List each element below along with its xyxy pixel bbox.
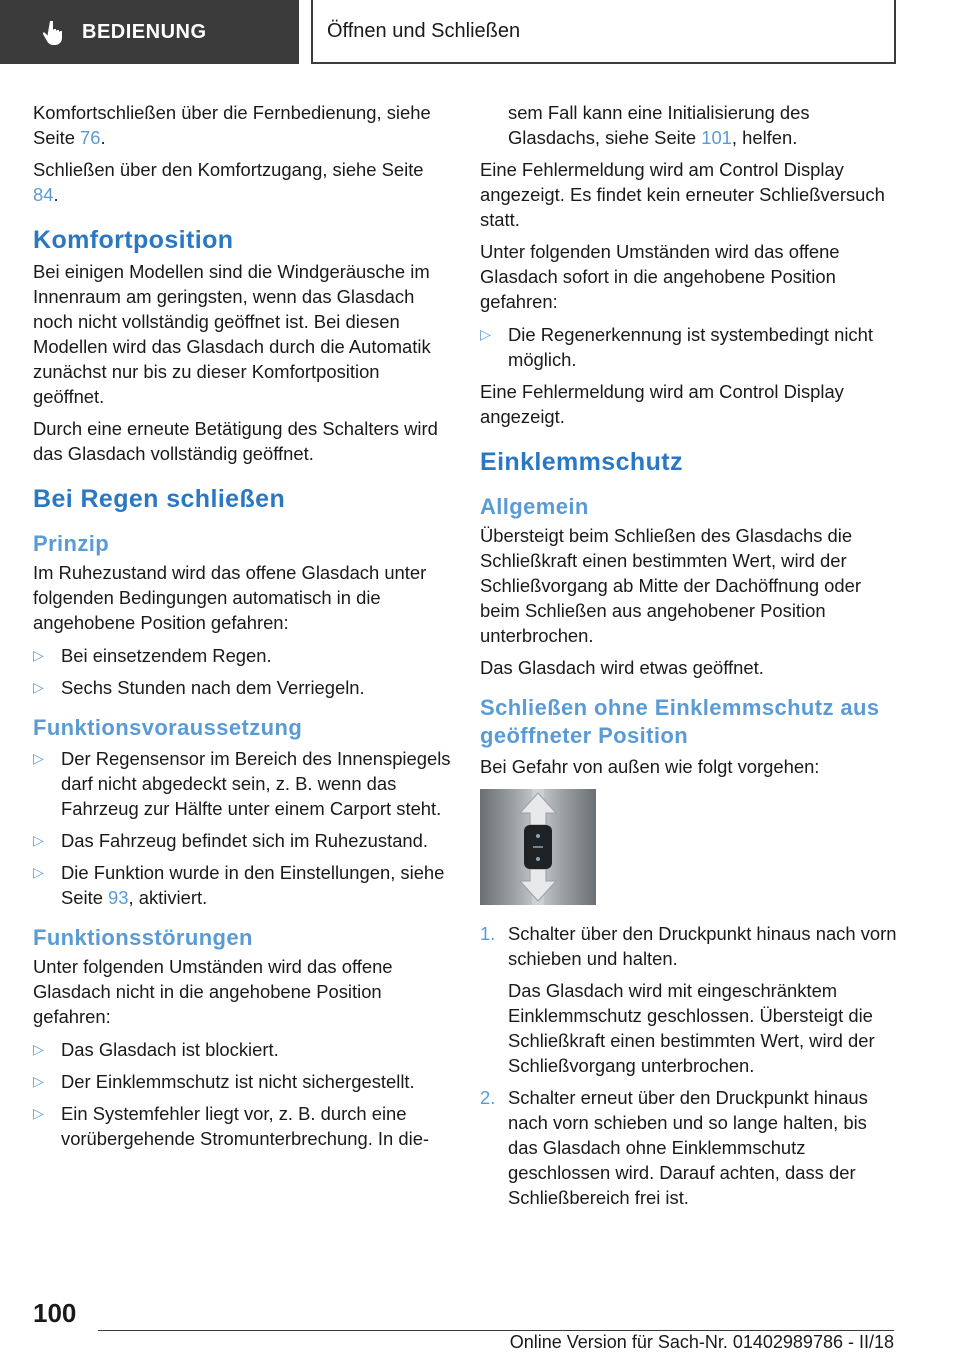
switch-illustration [480, 789, 596, 905]
section-label: BEDIENUNG [82, 20, 207, 43]
bullet-triangle-icon: ▷ [33, 832, 44, 848]
page-link[interactable]: 84 [33, 184, 54, 205]
left-column [33, 100, 451, 1158]
paragraph: Unter folgenden Umständen wird das offene Glasdach sofort in die angehobene Position gefahren: [480, 241, 840, 312]
chapter-title-box [311, 0, 896, 64]
bullet-triangle-icon: ▷ [33, 1105, 44, 1121]
page-link[interactable]: 101 [701, 127, 732, 148]
paragraph: Schließen über den Komfortzugang, siehe Seite 84. [33, 159, 424, 205]
paragraph: Das Glasdach wird etwas geöffnet. [480, 657, 764, 678]
heading-funktionsvoraussetzung: Funktionsvoraussetzung [33, 715, 303, 740]
paragraph: Bei einigen Modellen sind die Windgeräusche im Innenraum am geringsten, wenn das Glasdach noch nicht vollständig geöffnet ist. Bei diesen Modellen wird das Glasdach durch die Automatik zunächst nur bis zu dieser Komfortposition geöffnet. [33, 261, 431, 407]
heading-allgemein: Allgemein [480, 494, 589, 519]
list-item: ▷ Sechs Stunden nach dem Verriegeln. [33, 677, 365, 698]
paragraph: Eine Fehlermeldung wird am Control Display angezeigt. [480, 381, 844, 427]
heading-funktionsstoerungen: Funktionsstörungen [33, 925, 253, 950]
paragraph: Übersteigt beim Schließen des Glasdachs die Schließkraft einen bestimmten Wert, wird der Schließvorgang ab Mitte der Dachöffnung oder beim Schließen aus angehobener Position unterbrochen. [480, 525, 861, 646]
list-item: ▷ Die Regenerkennung ist systembedingt nicht möglich. [480, 324, 873, 370]
page-link[interactable]: 93 [108, 887, 129, 908]
heading-schliessen-ohne: Schließen ohne Einklemmschutz aus geöffneter Position [480, 695, 880, 748]
bullet-triangle-icon: ▷ [480, 326, 491, 342]
heading-einklemmschutz: Einklemmschutz [480, 448, 683, 476]
chapter-title: Öffnen und Schließen [327, 19, 521, 42]
step-item: 2. Schalter erneut über den Druckpunkt hinaus nach vorn schieben und so lange halten, bis das Glasdach ohne Einklemmschutz geschlossen wird. Darauf achten, dass der Schließbereich frei ist. [480, 1087, 868, 1208]
step-number: 2. [480, 1087, 496, 1108]
section-tab [0, 0, 299, 64]
bullet-triangle-icon: ▷ [33, 1041, 44, 1057]
footer-text: Online Version für Sach-Nr. 01402989786 - II/18 [509, 1332, 894, 1352]
heading-prinzip: Prinzip [33, 531, 110, 556]
bullet-triangle-icon: ▷ [33, 679, 44, 695]
step-item: 1. Schalter über den Druckpunkt hinaus nach vorn schieben und halten. [480, 923, 897, 969]
heading-bei-regen: Bei Regen schließen [33, 485, 286, 513]
page-number: 100 [33, 1298, 77, 1328]
list-item: ▷ Das Fahrzeug befindet sich im Ruhezustand. [33, 830, 428, 851]
page-header [0, 0, 960, 66]
list-item: ▷ Der Einklemmschutz ist nicht sichergestellt. [33, 1071, 415, 1092]
list-item: ▷ Die Funktion wurde in den Einstellungen, siehe Seite 93, aktiviert. [33, 862, 445, 908]
list-item: ▷ Bei einsetzendem Regen. [33, 645, 272, 666]
list-item: ▷ Ein Systemfehler liegt vor, z. B. durch eine vorübergehende Stromunterbrechung. In die- [33, 1103, 430, 1149]
paragraph: sem Fall kann eine Initialisierung des Glasdachs, siehe Seite 101, helfen. [508, 102, 810, 148]
right-column [480, 100, 900, 1217]
switch-photo [480, 789, 596, 905]
page-link[interactable]: 76 [80, 127, 101, 148]
paragraph: Im Ruhezustand wird das offene Glasdach unter folgenden Bedingungen automatisch in die angehobene Position gefahren: [33, 562, 427, 633]
heading-komfortposition: Komfortposition [33, 226, 234, 254]
paragraph: Unter folgenden Umständen wird das offene Glasdach nicht in die angehobene Position gefahren: [33, 956, 393, 1027]
paragraph: Durch eine erneute Betätigung des Schalters wird das Glasdach vollständig geöffnet. [33, 418, 438, 464]
paragraph: Bei Gefahr von außen wie folgt vorgehen: [480, 756, 820, 777]
paragraph: Das Glasdach wird mit eingeschränktem Einklemmschutz geschlossen. Übersteigt die Schließkraft einen bestimmten Wert, wird der Schließvorgang unterbrochen. [508, 980, 875, 1076]
bullet-triangle-icon: ▷ [33, 1073, 44, 1089]
list-item: ▷ Das Glasdach ist blockiert. [33, 1039, 279, 1060]
bullet-triangle-icon: ▷ [33, 750, 44, 766]
bullet-triangle-icon: ▷ [33, 647, 44, 663]
step-number: 1. [480, 923, 496, 944]
list-item: ▷ Der Regensensor im Bereich des Innenspiegels darf nicht abgedeckt sein, z. B. wenn das Fahrzeug zur Hälfte unter einem Carport steht. [33, 748, 451, 819]
paragraph: Komfortschließen über die Fernbedienung, siehe Seite 76. [33, 102, 431, 148]
bullet-triangle-icon: ▷ [33, 864, 44, 880]
hand-pointer-icon [40, 18, 68, 46]
footer-divider [98, 1330, 894, 1331]
paragraph: Eine Fehlermeldung wird am Control Display angezeigt. Es findet kein erneuter Schließversuch statt. [480, 159, 885, 230]
